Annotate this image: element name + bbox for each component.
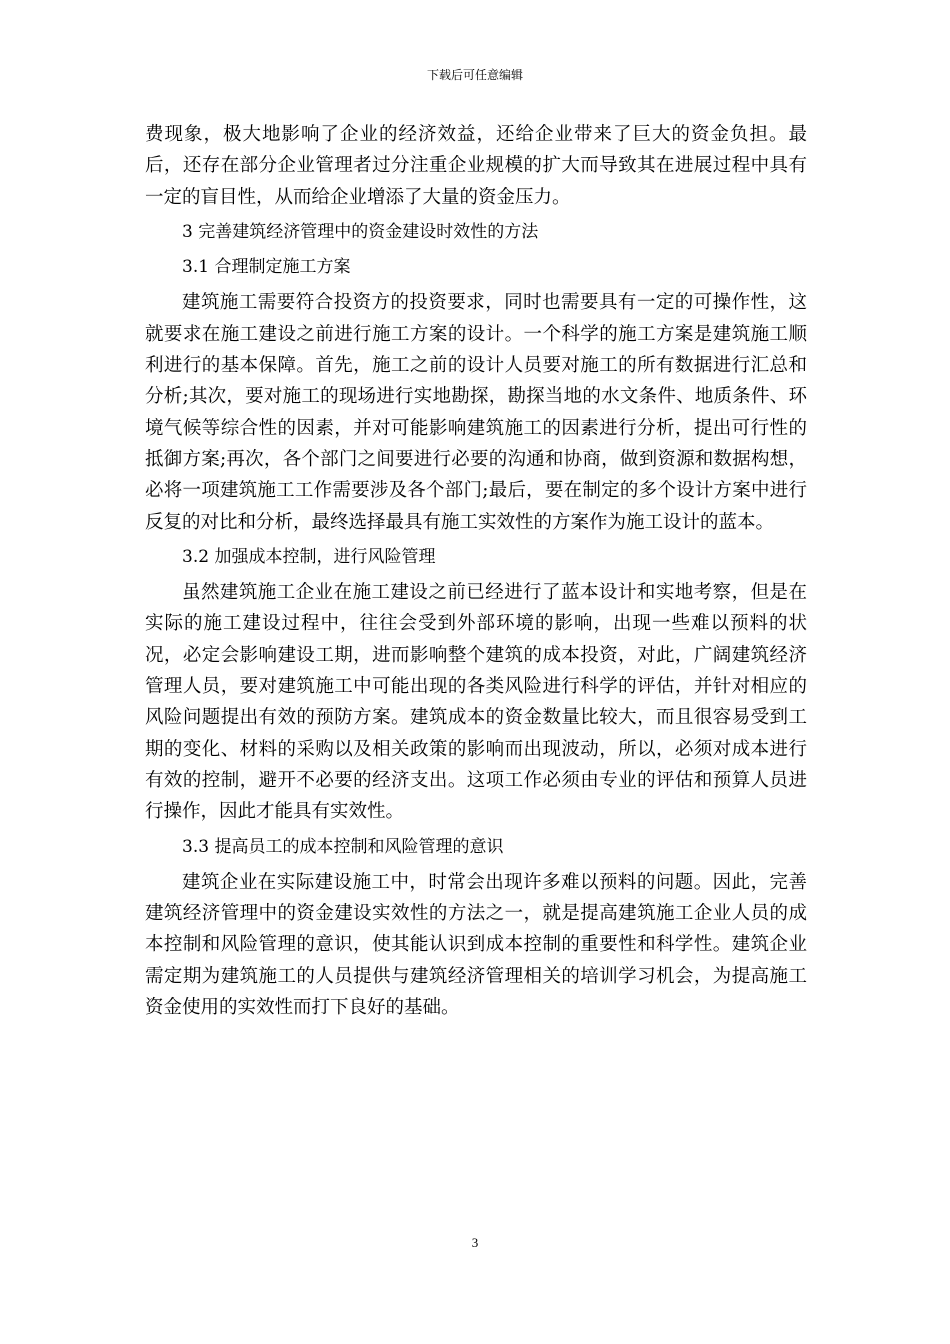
subsection-heading-3-2: 3.2 加强成本控制，进行风险管理 — [182, 546, 436, 567]
paragraph-3-2: 虽然建筑施工企业在施工建设之前已经进行了蓝本设计和实地考察，但是在实际的施工建设过程中，往往会受到外部环境的影响，出现一些难以预料的状况，必定会影响建设工期，进而影响整个建筑的成本投资，对此，广阔建筑经济管理人员，要对建筑施工中可能出现的各类风险进行科学的评估，并针对相应的风险问题提出有效的预防方案。建筑成本的资金数量比较大，而且很容易受到工期的变化、材料的采购以及相关政策的影响而出现波动，所以，必须对成本进行有效的控制，避开不必要的经济支出。这项工作必须由专业的评估和预算人员进行操作，因此才能具有实效性。 — [145, 582, 807, 823]
section-heading-3: 3 完善建筑经济管理中的资金建设时效性的方法 — [182, 221, 539, 242]
subsection-heading-3-3: 3.3 提高员工的成本控制和风险管理的意识 — [182, 836, 504, 857]
page-header: 下载后可任意编辑 — [426, 68, 523, 82]
page-number: 3 — [471, 1235, 479, 1250]
paragraph-3-3: 建筑企业在实际建设施工中，时常会出现许多难以预料的问题。因此，完善建筑经济管理中的资金建设实效性的方法之一，就是提高建筑施工企业人员的成本控制和风险管理的意识，使其能认识到成本控制的重要性和科学性。建筑企业需定期为建筑施工的人员提供与建筑经济管理相关的培训学习机会，为提高施工资金使用的实效性而打下良好的基础。 — [145, 871, 807, 1019]
subsection-heading-3-1: 3.1 合理制定施工方案 — [182, 257, 351, 278]
document-body — [145, 119, 807, 1023]
paragraph-intro: 费现象，极大地影响了企业的经济效益，还给企业带来了巨大的资金负担。最后，还存在部分企业管理者过分注重企业规模的扩大而导致其在进展过程中具有一定的盲目性，从而给企业增添了大量的资金压力。 — [145, 124, 807, 208]
paragraph-3-1: 建筑施工需要符合投资方的投资要求，同时也需要具有一定的可操作性，这就要求在施工建设之前进行施工方案的设计。一个科学的施工方案是建筑施工顺利进行的基本保障。首先，施工之前的设计人员要对施工的所有数据进行汇总和分析;其次，要对施工的现场进行实地勘探，勘探当地的水文条件、地质条件、环境气候等综合性的因素，并对可能影响建筑施工的因素进行分析，提出可行性的抵御方案;再次，各个部门之间要进行必要的沟通和协商，做到资源和数据构想，必将一项建筑施工工作需要涉及各个部门;最后，要在制定的多个设计方案中进行反复的对比和分析，最终选择最具有施工实效性的方案作为施工设计的蓝本。 — [145, 292, 807, 533]
